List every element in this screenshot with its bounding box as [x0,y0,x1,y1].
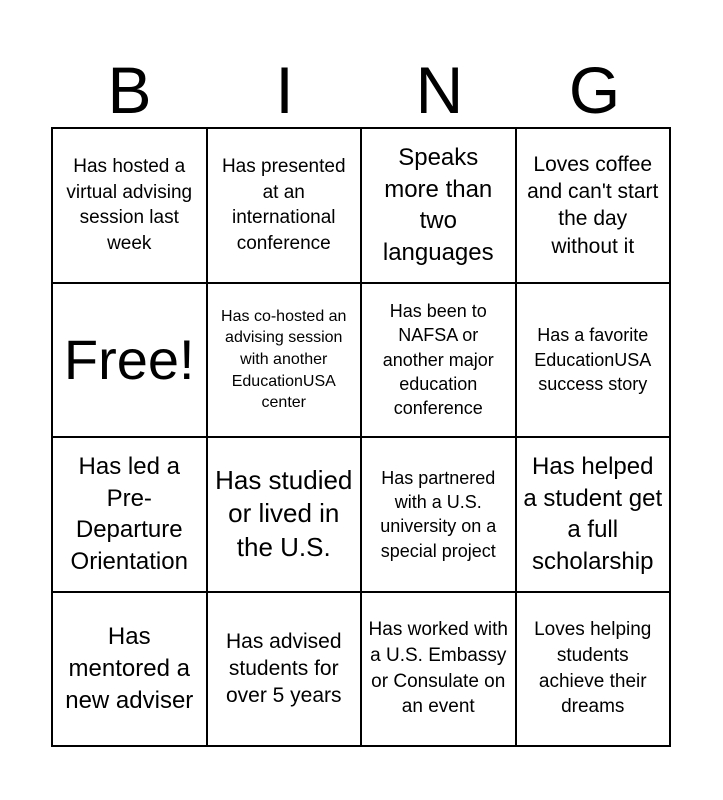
bingo-square-r3c3[interactable] [362,438,517,593]
bingo-square-r3c2[interactable] [208,438,363,593]
header-letter-i: I [275,53,294,127]
bingo-square-text: Has worked with a U.S. Embassy or Consulate on an event [368,619,508,718]
bingo-square-r2c2[interactable] [208,284,363,439]
bingo-square-text: Has co-hosted an advising session with another EducationUSA center [221,307,347,412]
bingo-square-text: Speaks more than two languages [382,143,494,266]
bingo-square-r1c4[interactable] [517,129,672,284]
free-space[interactable] [53,284,208,439]
bingo-square-r4c4[interactable] [517,593,672,748]
header-letter-b: B [107,53,152,127]
bingo-square-text: Has led a Pre-Departure Orientation [70,452,188,575]
bingo-square-r3c1[interactable] [53,438,208,593]
bingo-square-text: Has mentored a new adviser [65,623,194,714]
bingo-square-text: Loves helping students achieve their dreams [534,619,652,718]
bingo-square-text: Has presented at an international conference [221,155,346,254]
bingo-card [51,127,671,747]
bingo-square-r1c2[interactable] [208,129,363,284]
bingo-square-r2c3[interactable] [362,284,517,439]
bingo-square-text: Has a favorite EducationUSA success story [534,325,652,394]
bingo-square-r1c3[interactable] [362,129,517,284]
bingo-square-r2c4[interactable] [517,284,672,439]
bingo-square-text: Has studied or lived in the U.S. [215,464,353,563]
bingo-square-text: Has helped a student get a full scholarship [523,452,663,575]
header-letter-n: N [415,53,464,127]
bingo-square-text: Loves coffee and can't start the day without it [527,152,659,258]
bingo-square-r1c1[interactable] [53,129,208,284]
bingo-square-text: Has advised students for over 5 years [225,629,342,708]
bingo-square-r4c1[interactable] [53,593,208,748]
bingo-square-r4c2[interactable] [208,593,363,748]
bingo-square-text: Has hosted a virtual advising session last week [66,155,193,254]
bingo-square-r3c4[interactable] [517,438,672,593]
bingo-square-r4c3[interactable] [362,593,517,748]
bingo-square-text: Has partnered with a U.S. university on a special project [380,467,497,561]
bingo-square-text: Has been to NAFSA or another major education conference [382,301,494,419]
header-letter-g: G [568,53,621,127]
free-space-label: Free! [63,327,195,391]
bingo-header [52,55,672,125]
